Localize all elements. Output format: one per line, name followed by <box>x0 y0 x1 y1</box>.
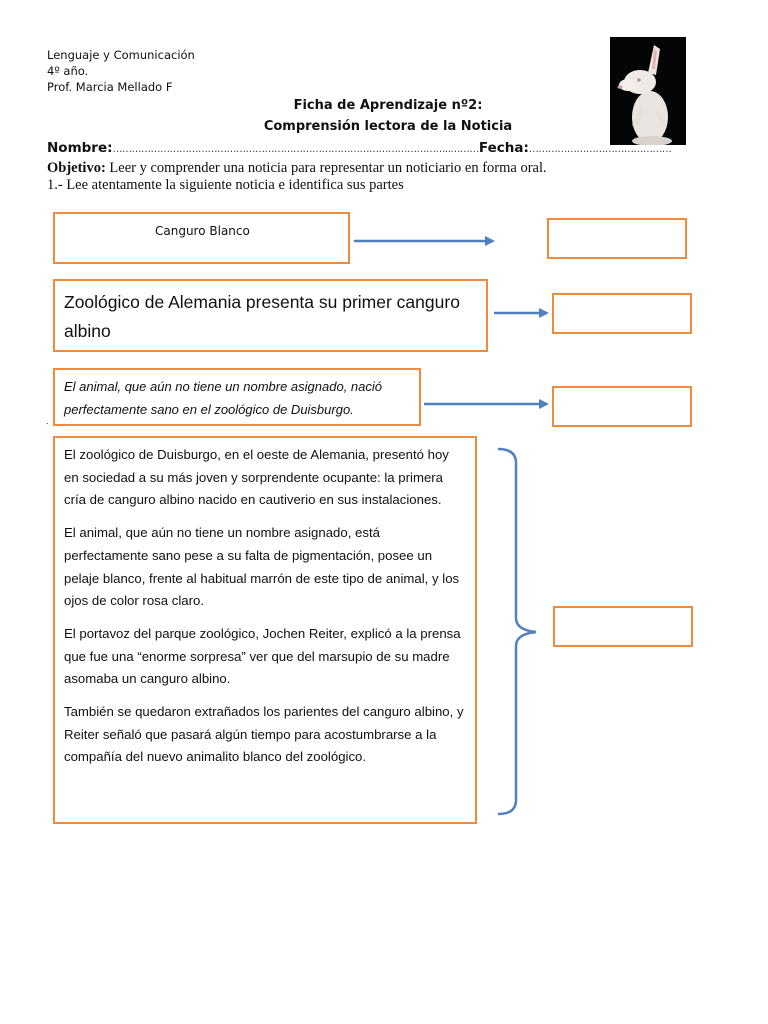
instruction: 1.- Lee atentamente la siguiente noticia e identifica sus partes <box>47 177 404 193</box>
objective-text: Leer y comprender una noticia para representar un noticiario en forma oral. <box>105 160 547 176</box>
body-brace <box>498 449 536 814</box>
date-blank[interactable]: ……………………………………… <box>528 144 672 155</box>
teacher-line: Prof. Marcia Mellado F <box>47 80 173 94</box>
answer-box-lead[interactable] <box>552 386 692 427</box>
grade-line: 4º año. <box>47 64 89 78</box>
headline-text: Zoológico de Alemania presenta su primer canguro albino <box>64 292 460 341</box>
body-paragraph-2: El animal, que aún no tiene un nombre asignado, está perfectamente sano pese a su falta de pigmentación, posee un pelaje blanco, frente al habitual marrón de este tipo de animal, y los ojos de color rosa claro. <box>64 525 460 609</box>
subject-line: Lenguaje y Comunicación <box>47 48 195 62</box>
name-blank[interactable]: ……………………………………………………………………………………………..……… <box>112 144 479 155</box>
answer-box-body[interactable] <box>553 606 693 647</box>
body-paragraph-1: El zoológico de Duisburgo, en el oeste de Alemania, presentó hoy en sociedad a su más joven y sorprendente ocupante: la primera cría de canguro albino nacido en cautiverio en sus instalaciones. <box>64 447 449 508</box>
worksheet-title: Ficha de Aprendizaje nº2: <box>293 98 483 113</box>
name-label: Nombre: <box>47 140 113 156</box>
answer-box-epigraph[interactable] <box>547 218 687 259</box>
body-paragraph-4: También se quedaron extrañados los parientes del canguro albino, y Reiter señaló que pasará algún tiempo para acostumbrarse a la compañía del nuevo animalito blanco del zoológico. <box>64 704 464 765</box>
answer-box-headline[interactable] <box>552 293 692 334</box>
epigraph-text: Canguro Blanco <box>155 224 250 238</box>
lead-text: El animal, que aún no tiene un nombre asignado, nació perfectamente sano en el zoológico de Duisburgo. <box>64 379 382 417</box>
body-paragraph-3: El portavoz del parque zoológico, Jochen Reiter, explicó a la prensa que fue una “enorme sorpresa” ver que del marsupio de su madre asomaba un canguro albino. <box>64 625 461 687</box>
stray-dot: . <box>46 417 49 426</box>
objective-label: Objetivo: <box>47 160 106 176</box>
date-label: Fecha: <box>478 140 529 156</box>
worksheet-subtitle: Comprensión lectora de la Noticia <box>263 119 513 134</box>
